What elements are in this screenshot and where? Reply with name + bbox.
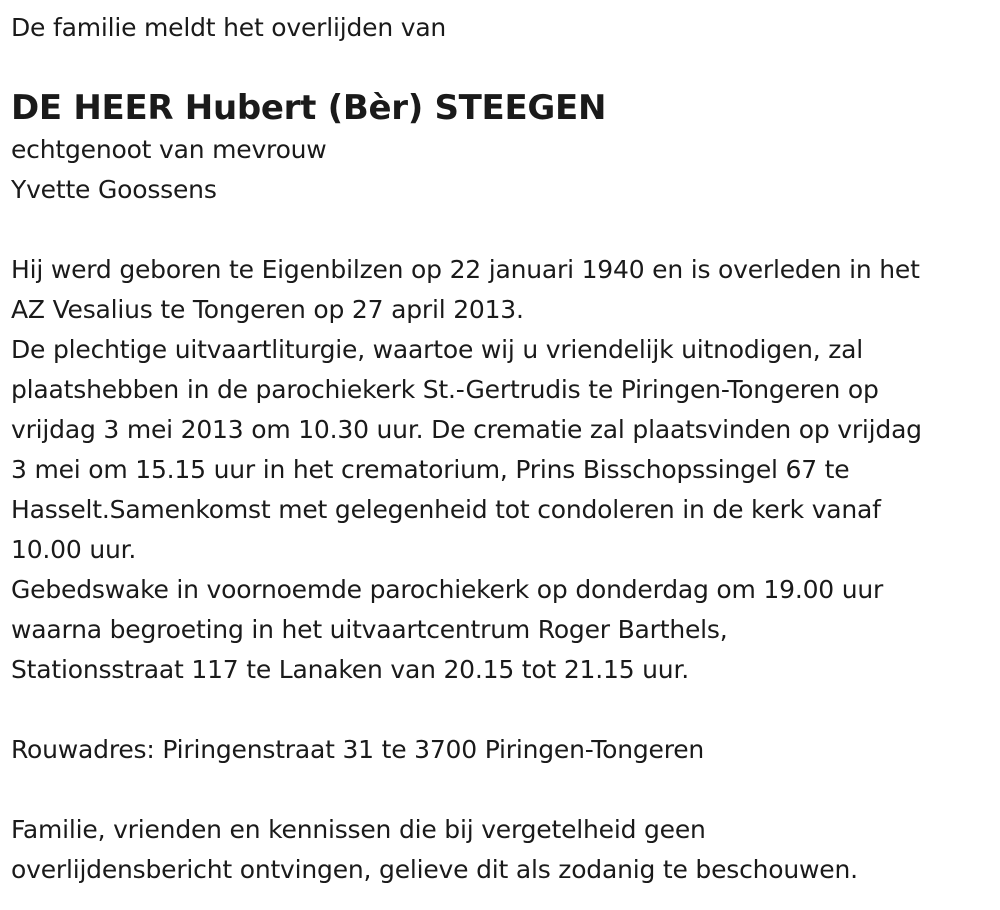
closing-line: overlijdensbericht ontvingen, gelieve dit als zodanig te beschouwen. <box>11 855 858 884</box>
details-line: Hasselt.Samenkomst met gelegenheid tot condoleren in de kerk vanaf <box>11 495 881 524</box>
deceased-name: DE HEER Hubert (Bèr) STEEGEN <box>11 88 607 128</box>
details-line: 3 mei om 15.15 uur in het crematorium, Prins Bisschopssingel 67 te <box>11 455 850 484</box>
details-line: De plechtige uitvaartliturgie, waartoe wij u vriendelijk uitnodigen, zal <box>11 335 864 364</box>
closing-line: Familie, vrienden en kennissen die bij vergetelheid geen <box>11 815 706 844</box>
details-line: AZ Vesalius te Tongeren op 27 april 2013. <box>11 295 524 324</box>
details-line: Hij werd geboren te Eigenbilzen op 22 januari 1940 en is overleden in het <box>11 255 920 284</box>
details-line: vrijdag 3 mei 2013 om 10.30 uur. De crematie zal plaatsvinden op vrijdag <box>11 415 922 444</box>
details-line: Stationsstraat 117 te Lanaken van 20.15 tot 21.15 uur. <box>11 655 689 684</box>
spouse-label: echtgenoot van mevrouw <box>11 135 327 164</box>
spacer <box>11 770 1000 810</box>
closing-paragraph <box>11 810 1000 890</box>
spacer <box>11 690 1000 730</box>
details-line: 10.00 uur. <box>11 535 137 564</box>
details-line: Gebedswake in voornoemde parochiekerk op donderdag om 19.00 uur <box>11 575 884 604</box>
details-paragraph <box>11 250 1000 690</box>
mourning-address: Rouwadres: Piringenstraat 31 te 3700 Piringen-Tongeren <box>11 735 705 764</box>
details-line: waarna begroeting in het uitvaartcentrum Roger Barthels, <box>11 615 728 644</box>
spacer <box>11 210 1000 250</box>
details-line: plaatshebben in de parochiekerk St.-Gertrudis te Piringen-Tongeren op <box>11 375 879 404</box>
intro-text: De familie meldt het overlijden van <box>11 13 447 42</box>
spouse-name: Yvette Goossens <box>11 175 217 204</box>
